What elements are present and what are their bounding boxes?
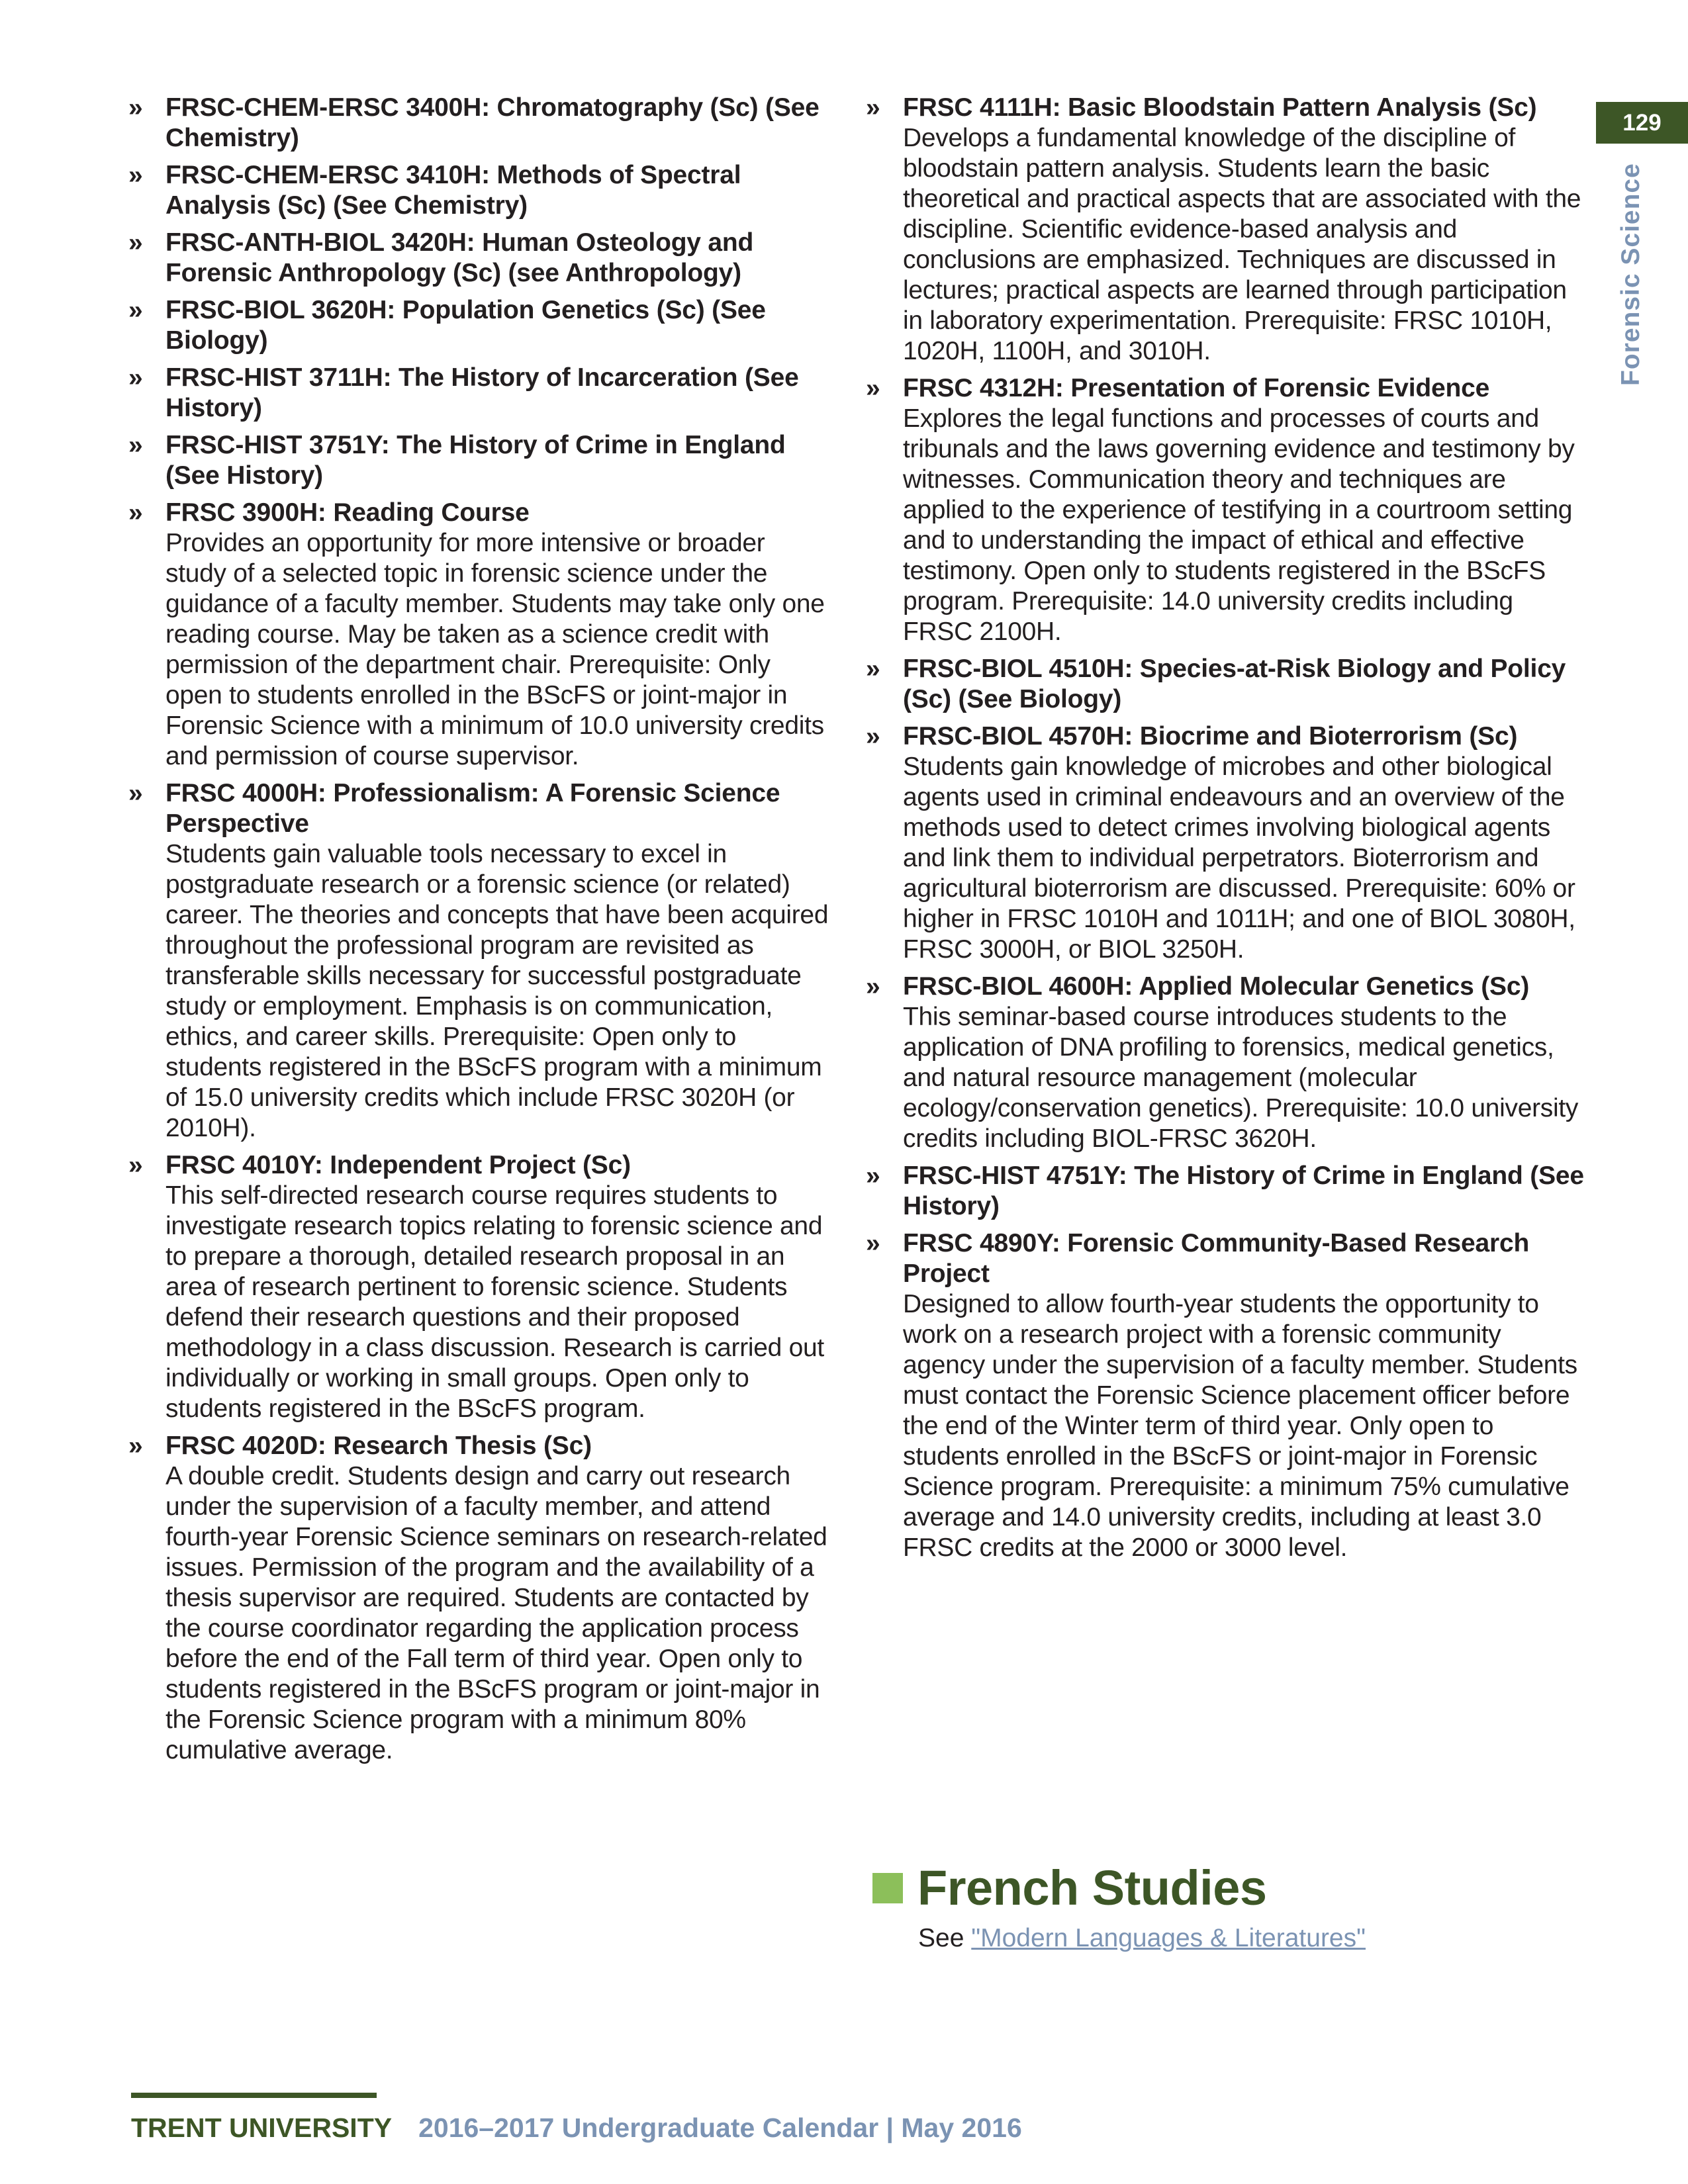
course-description: Students gain valuable tools necessary to excel in postgraduate research or a forensic science (or related) career. The theories and concepts that have been acquired throughout the professional program are revisited as transferable skills necessary for successful postgraduate study or employment. Emphasis is on communication, ethics, and career skills. Prerequisite: Open only to students registered in the BScFS program with a minimum of 15.0 university credits which include FRSC 3020H (or 2010H).: [165, 840, 829, 1142]
course-description: Develops a fundamental knowledge of the discipline of bloodstain pattern analysis. Students learn the basic theoretical and practical aspects that are associated with the discipline. Scientific evidence-based analysis and conclusions are emphasized. Techniques are discussed in lectures; practical aspects are learned through participation in laboratory experimentation. Prerequisite: FRSC 1010H, 1020H, 1100H, and 3010H.: [903, 124, 1581, 365]
left-column: [128, 93, 830, 1772]
bullet-icon: »: [128, 1151, 143, 1179]
course-entry: [128, 295, 830, 356]
section-title: French Studies: [917, 1860, 1267, 1915]
course-title: FRSC-CHEM-ERSC 3400H: Chromatography (Sc) (See Chemistry): [165, 93, 820, 152]
course-entry: [128, 498, 830, 772]
course-entry: [128, 93, 830, 154]
course-title: FRSC-CHEM-ERSC 3410H: Methods of Spectral Analysis (Sc) (See Chemistry): [165, 161, 741, 220]
course-title: FRSC-BIOL 4570H: Biocrime and Bioterrorism (Sc): [903, 722, 1518, 751]
bullet-icon: »: [866, 722, 880, 751]
course-entry: [866, 654, 1587, 715]
course-description: This seminar-based course introduces students to the application of DNA profiling to forensics, medical genetics, and natural resource management (molecular ecology/conservation genetics). Prerequisite: 10.0 university credits including BIOL-FRSC 3620H.: [903, 1003, 1579, 1153]
course-description: Students gain knowledge of microbes and other biological agents used in criminal endeavours and an overview of the methods used to detect crimes involving biological agents and link them to individual perpetrators. Bioterrorism and agricultural bioterrorism are discussed. Prerequisite: 60% or higher in FRSC 1010H and 1011H; and one of BIOL 3080H, FRSC 3000H, or BIOL 3250H.: [903, 752, 1575, 964]
course-description: A double credit. Students design and carry out research under the supervision of a faculty member, and attend fourth-year Forensic Science seminars on research-related issues. Permission of the program and the availability of a thesis supervisor are required. Students are contacted by the course coordinator regarding the application process before the end of the Fall term of third year. Open only to students registered in the BScFS program or joint-major in the Forensic Science program with a minimum 80% cumulative average.: [165, 1462, 827, 1764]
footer-university: TRENT UNIVERSITY: [131, 2113, 393, 2143]
bullet-icon: »: [128, 498, 143, 527]
course-title: FRSC-BIOL 4600H: Applied Molecular Genetics (Sc): [903, 972, 1530, 1001]
course-entry: [128, 778, 830, 1144]
course-entry: [866, 93, 1587, 367]
right-column: [866, 93, 1587, 1570]
course-title: FRSC 4111H: Basic Bloodstain Pattern Analysis (Sc): [903, 93, 1537, 122]
course-title: FRSC-HIST 3751Y: The History of Crime in England (See History): [165, 431, 786, 490]
see-reference: [918, 1923, 1366, 1954]
course-description: Provides an opportunity for more intensive or broader study of a selected topic in forensic science under the guidance of a faculty member. Students may take only one reading course. May be taken as a science credit with permission of the department chair. Prerequisite: Only open to students enrolled in the BScFS or joint-major in Forensic Science with a minimum of 10.0 university credits and permission of course supervisor.: [165, 529, 825, 770]
footer-rule: [131, 2093, 377, 2098]
course-title: FRSC 3900H: Reading Course: [165, 498, 530, 527]
course-entry: [128, 228, 830, 289]
course-description: This self-directed research course requires students to investigate research topics relating to forensic science and to prepare a thorough, detailed research proposal in an area of research pertinent to forensic science. Students defend their research questions and their proposed methodology in a class discussion. Research is carried out individually or working in small groups. Open only to students registered in the BScFS program.: [165, 1181, 824, 1423]
course-title: FRSC-ANTH-BIOL 3420H: Human Osteology and Forensic Anthropology (Sc) (see Anthropology): [165, 228, 754, 287]
course-description: Designed to allow fourth-year students the opportunity to work on a research project with a forensic community agency under the supervision of a faculty member. Students must contact the Forensic Science placement officer before the end of the Winter term of third year. Only open to students enrolled in the BScFS or joint-major in Forensic Science program. Prerequisite: a minimum 75% cumulative average and 14.0 university credits, including at least 3.0 FRSC credits at the 2000 or 3000 level.: [903, 1290, 1577, 1562]
see-prefix: See: [918, 1924, 964, 1952]
bullet-icon: »: [866, 1161, 880, 1190]
course-entry: [128, 160, 830, 221]
bullet-icon: »: [128, 779, 143, 807]
section-square-icon: [872, 1873, 903, 1903]
bullet-icon: »: [866, 972, 880, 1001]
bullet-icon: »: [866, 655, 880, 683]
course-title: FRSC 4312H: Presentation of Forensic Evidence: [903, 374, 1490, 402]
section-side-label: Forensic Science: [1617, 163, 1645, 387]
course-entry: [866, 972, 1587, 1154]
course-title: FRSC-HIST 3711H: The History of Incarceration (See History): [165, 363, 799, 422]
footer-calendar: 2016–2017 Undergraduate Calendar | May 2016: [418, 2113, 1022, 2143]
course-title: FRSC-BIOL 3620H: Population Genetics (Sc) (See Biology): [165, 296, 766, 355]
course-entry: [866, 1161, 1587, 1222]
bullet-icon: »: [128, 431, 143, 459]
bullet-icon: »: [866, 93, 880, 122]
course-entry: [866, 373, 1587, 647]
course-title: FRSC-HIST 4751Y: The History of Crime in England (See History): [903, 1161, 1584, 1220]
modern-languages-link[interactable]: "Modern Languages & Literatures": [971, 1924, 1366, 1952]
course-title: FRSC 4000H: Professionalism: A Forensic Science Perspective: [165, 779, 780, 838]
footer: [131, 2111, 1022, 2144]
bullet-icon: »: [866, 374, 880, 402]
bullet-icon: »: [128, 1432, 143, 1460]
bullet-icon: »: [128, 363, 143, 392]
course-title: FRSC-BIOL 4510H: Species-at-Risk Biology and Policy (Sc) (See Biology): [903, 655, 1566, 713]
course-entry: [866, 721, 1587, 965]
course-entry: [128, 1431, 830, 1766]
course-entry: [128, 1150, 830, 1424]
course-entry: [128, 430, 830, 491]
bullet-icon: »: [128, 228, 143, 257]
bullet-icon: »: [128, 161, 143, 189]
french-studies-heading: [872, 1858, 1267, 1918]
course-description: Explores the legal functions and processes of courts and tribunals and the laws governing evidence and testimony by witnesses. Communication theory and techniques are applied to the experience of testifying in a courtroom setting and to understanding the impact of ethical and effective testimony. Open only to students registered in the BScFS program. Prerequisite: 14.0 university credits including FRSC 2100H.: [903, 404, 1575, 646]
bullet-icon: »: [128, 296, 143, 324]
course-entry: [866, 1228, 1587, 1563]
course-title: FRSC 4010Y: Independent Project (Sc): [165, 1151, 631, 1179]
course-entry: [128, 363, 830, 424]
page-number: 129: [1596, 102, 1688, 144]
course-title: FRSC 4890Y: Forensic Community-Based Research Project: [903, 1229, 1530, 1288]
course-title: FRSC 4020D: Research Thesis (Sc): [165, 1432, 592, 1460]
bullet-icon: »: [128, 93, 143, 122]
bullet-icon: »: [866, 1229, 880, 1257]
